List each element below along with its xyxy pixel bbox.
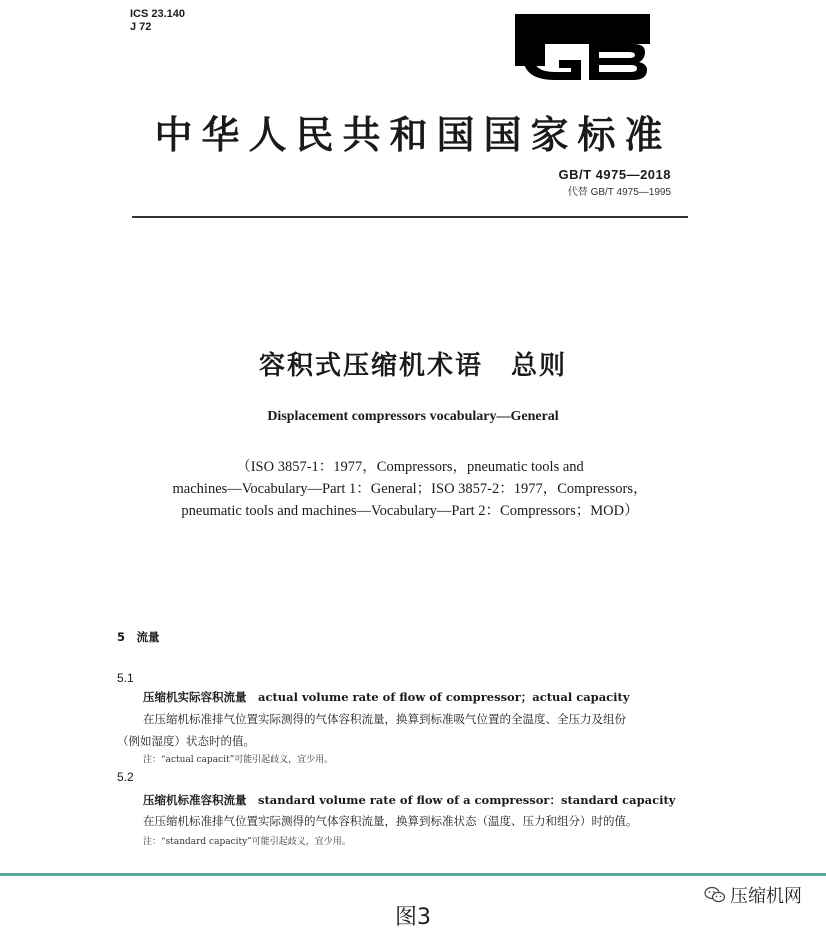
- standard-number-block: [558, 167, 671, 198]
- section-heading: 5 流量: [117, 630, 160, 644]
- figure-caption: 图3: [395, 905, 431, 930]
- standard-organization-title: 中华人民共和国国家标准: [154, 112, 672, 157]
- clause-definition-continued: （例如湿度）状态时的值。: [117, 734, 255, 748]
- header-divider: [132, 216, 688, 218]
- clause-definition: 在压缩机标准排气位置实际测得的气体容积流量，换算到标准状态（温度、压力和组分）时的值。: [143, 814, 638, 828]
- classification-codes: [130, 8, 185, 34]
- clause-term: 压缩机实际容积流量 actual volume rate of flow of compressor；actual capacity: [143, 690, 630, 704]
- clause-note: 注：“standard capacity”可能引起歧义，宜少用。: [143, 837, 351, 847]
- clause-definition: 在压缩机标准排气位置实际测得的气体容积流量，换算到标准吸气位置的全温度、全压力及组份: [143, 712, 626, 726]
- clause-note: 注：“actual capacit”可能引起歧义，宜少用。: [143, 755, 334, 765]
- clause-number: 5.2: [117, 770, 134, 784]
- standard-number: GB/T 4975—2018: [558, 167, 671, 182]
- iso-reference-line: machines—Vocabulary—Part 1：General；ISO 3857-2：1977，Compressors，: [172, 481, 648, 497]
- english-title: Displacement compressors vocabulary—General: [267, 409, 559, 424]
- replaces-standard: 代替 GB/T 4975—1995: [567, 187, 671, 198]
- gb-logo: [515, 14, 650, 84]
- ics-code: ICS 23.140: [130, 8, 186, 20]
- footer-divider: [0, 873, 826, 876]
- clause-term: 压缩机标准容积流量 standard volume rate of flow of a compressor：standard capacity: [143, 793, 676, 807]
- chinese-title: 容积式压缩机术语 总则: [258, 351, 567, 381]
- clause-number: 5.1: [117, 671, 134, 685]
- iso-reference-line: （ISO 3857-1：1977，Compressors，pneumatic tools and: [236, 459, 584, 475]
- iso-reference: [150, 456, 670, 522]
- watermark-text: 压缩机网: [730, 886, 802, 907]
- ccs-code: J 72: [130, 21, 152, 33]
- iso-reference-line: pneumatic tools and machines—Vocabulary—Part 2：Compressors；MOD）: [181, 503, 639, 519]
